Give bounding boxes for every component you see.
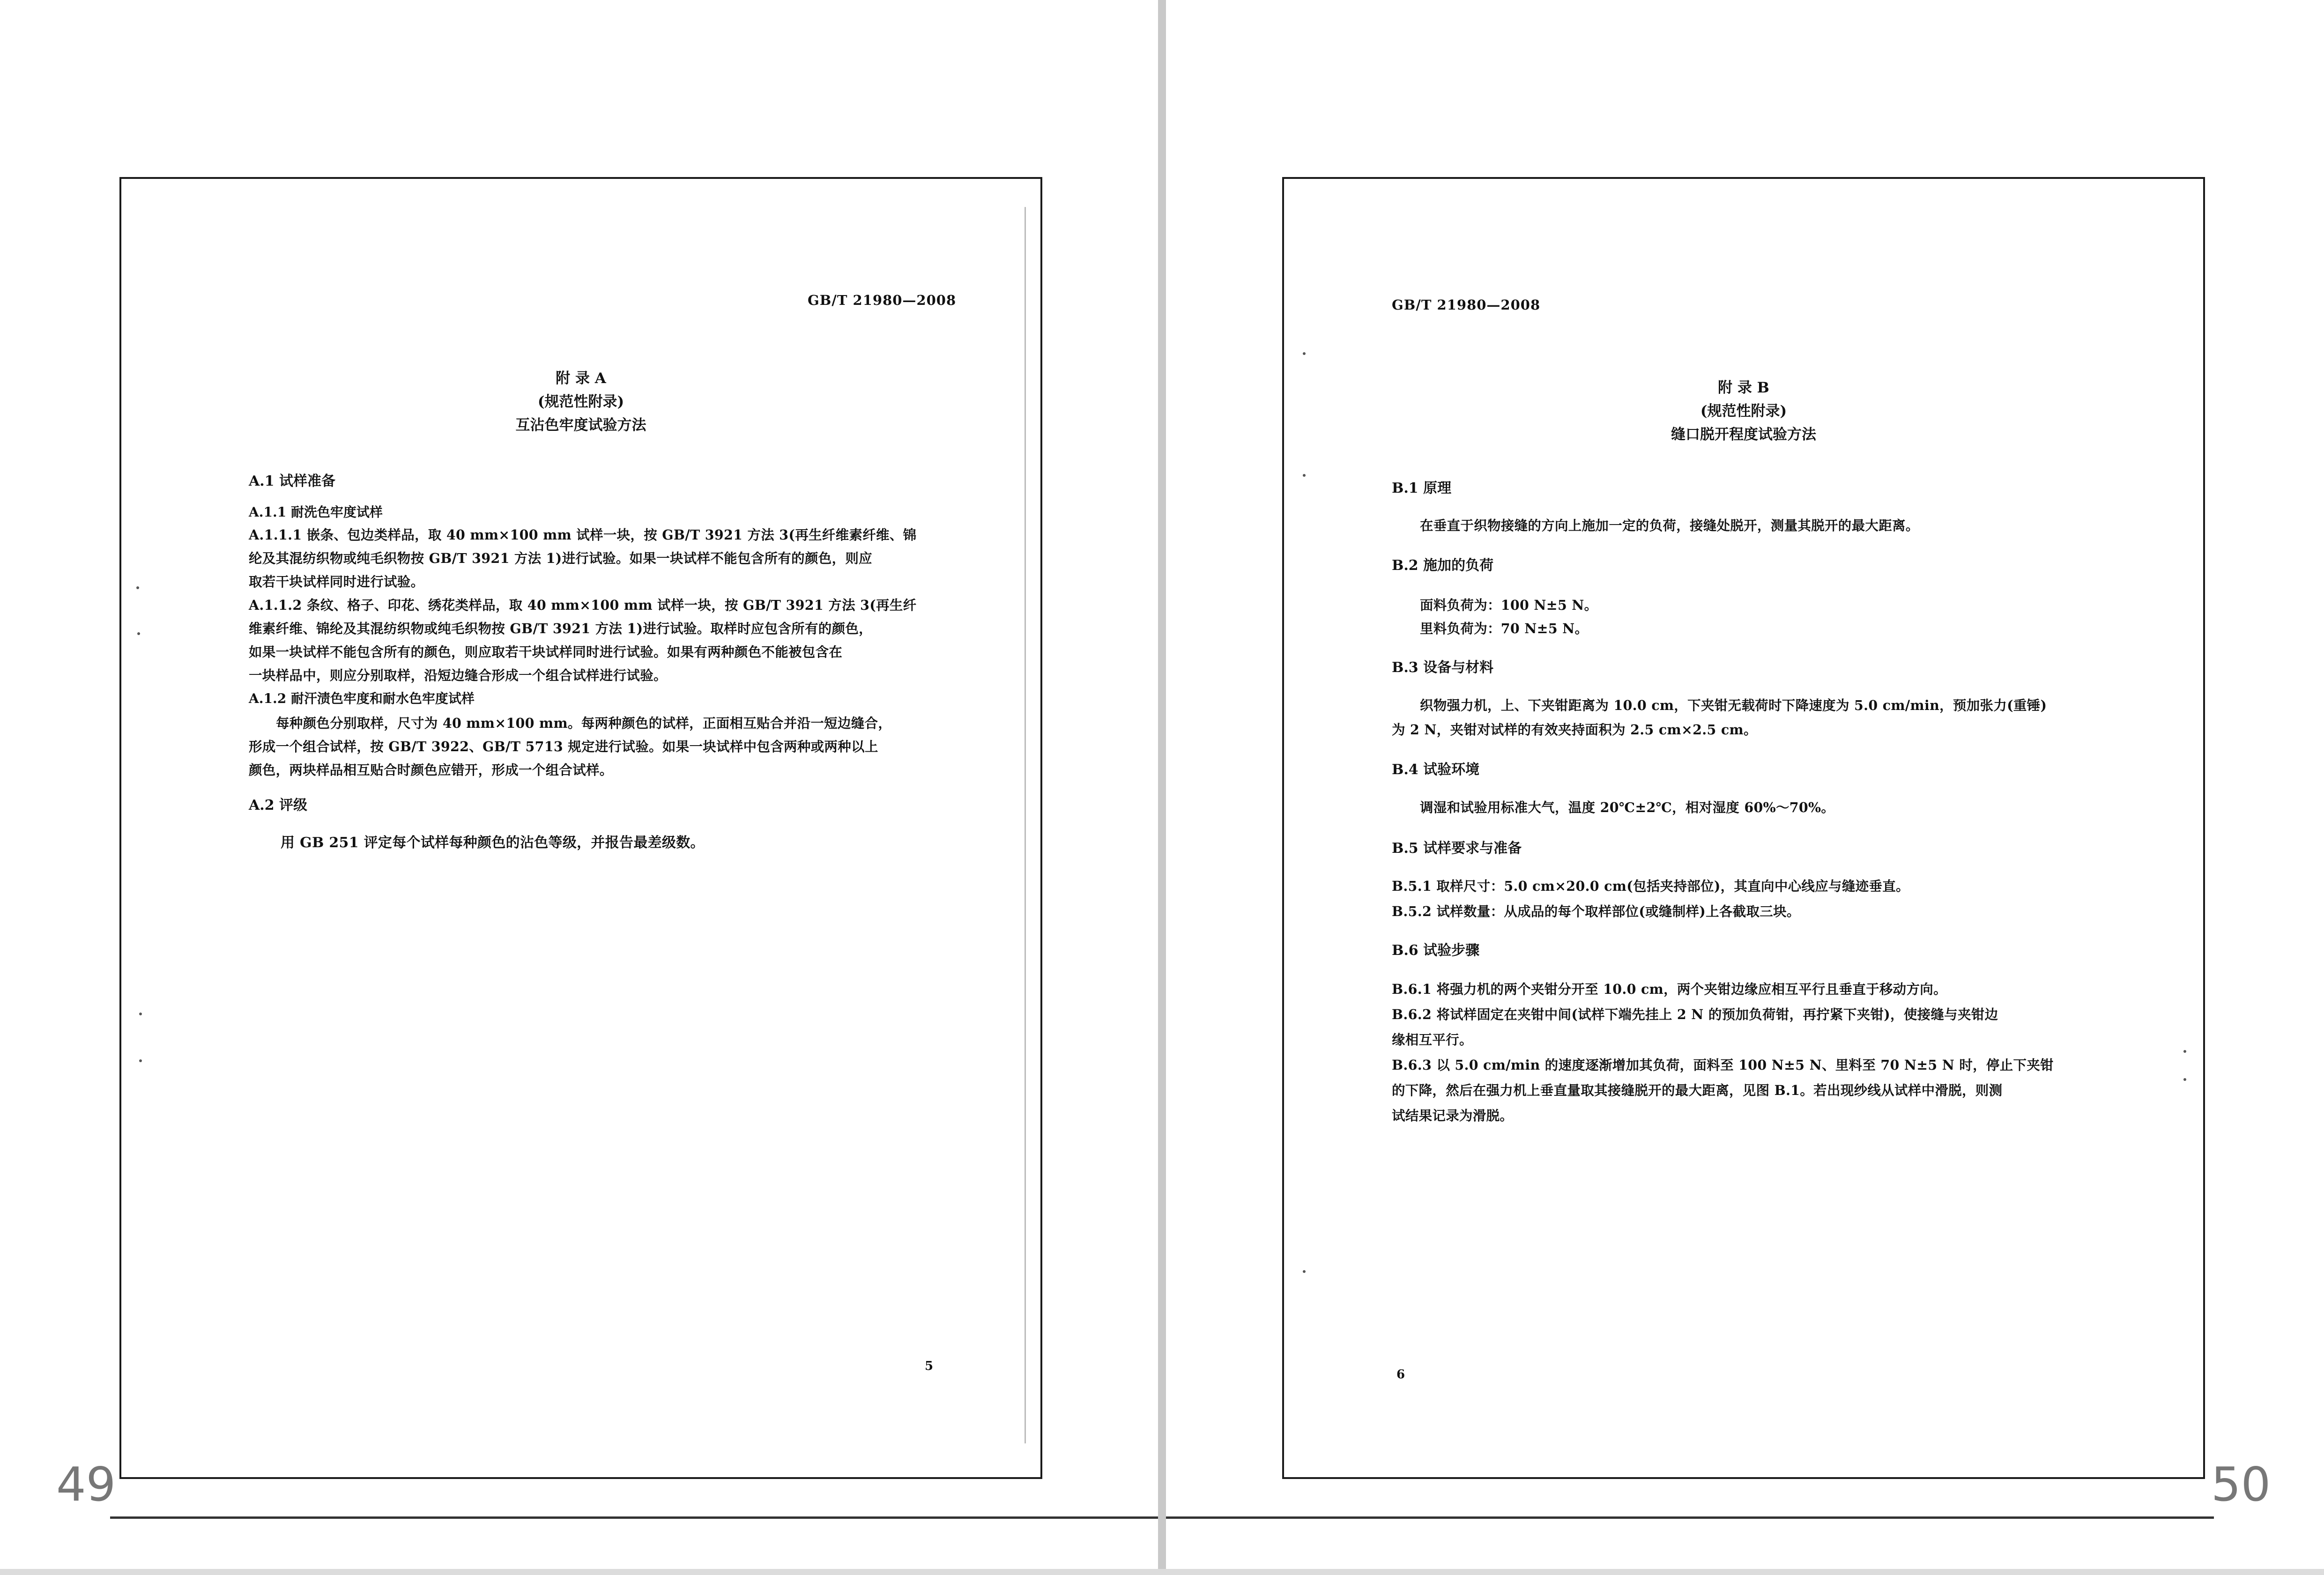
body-line: 一块样品中，则应分别取样，沿短边缝合形成一个组合试样进行试验。 [249, 667, 667, 683]
right-scanned-page [1282, 177, 2205, 1479]
body-line: 用 GB 251 评定每个试样每种颜色的沾色等级，并报告最差级数。 [281, 835, 705, 851]
body-line: B.5.2 试样数量：从成品的每个取样部位(或缝制样)上各截取三块。 [1392, 903, 1800, 919]
body-line: 维素纤维、锦纶及其混纺织物或纯毛织物按 GB/T 3921 方法 1)进行试验。取样时应包含所有的颜色， [249, 621, 872, 636]
scan-speck [1303, 474, 1306, 477]
body-line: 在垂直于织物接缝的方向上施加一定的负荷，接缝处脱开，测量其脱开的最大距离。 [1420, 518, 1919, 533]
page-rule-right [1166, 1516, 2214, 1519]
body-line: A.1.1.1 嵌条、包边类样品，取 40 mm×100 mm 试样一块，按 GB/T 3921 方法 3(再生纤维素纤维、锦 [249, 527, 917, 543]
scan-speck [1303, 352, 1306, 355]
section-heading: B.5 试样要求与准备 [1392, 840, 1522, 857]
section-heading: B.4 试验环境 [1392, 762, 1480, 778]
body-line: 织物强力机，上、下夹钳距离为 10.0 cm，下夹钳无载荷时下降速度为 5.0 cm/min，预加张力(重锤) [1420, 697, 2047, 713]
subsection-heading: A.1.2 耐汗渍色牢度和耐水色牢度试样 [249, 691, 475, 706]
section-heading: B.1 原理 [1392, 480, 1452, 496]
section-heading: B.3 设备与材料 [1392, 659, 1494, 676]
scan-speck [136, 586, 139, 589]
footer-page-number: 6 [1396, 1368, 1405, 1382]
scan-speck [2183, 1078, 2186, 1081]
subsection-heading: A.1.1 耐洗色牢度试样 [249, 504, 383, 520]
page-number-right: 50 [2211, 1457, 2271, 1512]
doc-code: GB/T 21980—2008 [1392, 297, 1541, 313]
body-line: 形成一个组合试样，按 GB/T 3922、GB/T 5713 规定进行试验。如果一块试样中包含两种或两种以上 [249, 739, 878, 754]
left-scanned-page [119, 177, 1042, 1479]
scan-speck [1303, 1270, 1306, 1273]
appendix-type: (规范性附录) [1700, 403, 1787, 420]
scan-speck [137, 632, 140, 635]
appendix-label: 附 录 B [1718, 379, 1769, 396]
body-line: A.1.1.2 条纹、格子、印花、绣花类样品，取 40 mm×100 mm 试样一块，按 GB/T 3921 方法 3(再生纤 [249, 597, 917, 613]
scan-speck [139, 1059, 142, 1062]
body-line: 取若干块试样同时进行试验。 [249, 574, 424, 590]
section-heading: B.6 试验步骤 [1392, 942, 1480, 959]
body-line: B.6.3 以 5.0 cm/min 的速度逐渐增加其负荷，面料至 100 N±5 N、里料至 70 N±5 N 时，停止下夹钳 [1392, 1057, 2054, 1073]
body-line: 调湿和试验用标准大气，温度 20℃±2℃，相对湿度 60%～70%。 [1420, 799, 1835, 815]
appendix-title: 缝口脱开程度试验方法 [1671, 426, 1816, 443]
body-line: 面料负荷为：100 N±5 N。 [1420, 597, 1598, 613]
book-gutter [1158, 0, 1166, 1575]
scan-speck [139, 1013, 142, 1015]
body-line: 缘相互平行。 [1392, 1032, 1473, 1048]
page-number-left: 49 [56, 1457, 116, 1512]
section-heading: B.2 施加的负荷 [1392, 557, 1494, 574]
footer-page-number: 5 [925, 1359, 934, 1373]
body-line: B.6.1 将强力机的两个夹钳分开至 10.0 cm，两个夹钳边缘应相互平行且垂直于移动方向。 [1392, 981, 1947, 997]
body-line: 试结果记录为滑脱。 [1392, 1108, 1514, 1124]
section-heading: A.2 评级 [249, 797, 308, 813]
page-rule-left [110, 1516, 1158, 1519]
body-line: 的下降，然后在强力机上垂直量取其接缝脱开的最大距离，见图 B.1。若出现纱线从试样中滑脱，则测 [1392, 1082, 2003, 1098]
doc-code: GB/T 21980—2008 [808, 292, 957, 308]
scan-speck [2183, 1050, 2186, 1053]
body-line: 如果一块试样不能包含所有的颜色，则应取若干块试样同时进行试验。如果有两种颜色不能被包含在 [249, 644, 843, 660]
bottom-strip [0, 1569, 2324, 1575]
body-line: B.6.2 将试样固定在夹钳中间(试样下端先挂上 2 N 的预加负荷钳，再拧紧下夹钳)，使接缝与夹钳边 [1392, 1006, 1998, 1022]
appendix-label: 附 录 A [556, 370, 606, 387]
body-line: 里料负荷为：70 N±5 N。 [1420, 621, 1589, 636]
body-line: 纶及其混纺织物或纯毛织物按 GB/T 3921 方法 1)进行试验。如果一块试样不能包含所有的颜色，则应 [249, 550, 872, 566]
body-line: 为 2 N，夹钳对试样的有效夹持面积为 2.5 cm×2.5 cm。 [1392, 722, 1757, 738]
appendix-title: 互沾色牢度试验方法 [515, 417, 646, 434]
appendix-type: (规范性附录) [537, 393, 624, 410]
section-heading: A.1 试样准备 [249, 473, 336, 489]
body-line: B.5.1 取样尺寸：5.0 cm×20.0 cm(包括夹持部位)，其直向中心线应与缝迹垂直。 [1392, 878, 1909, 894]
body-line: 每种颜色分别取样，尺寸为 40 mm×100 mm。每两种颜色的试样，正面相互贴合并沿一短边缝合， [276, 715, 892, 731]
body-line: 颜色，两块样品相互贴合时颜色应错开，形成一个组合试样。 [249, 762, 613, 778]
